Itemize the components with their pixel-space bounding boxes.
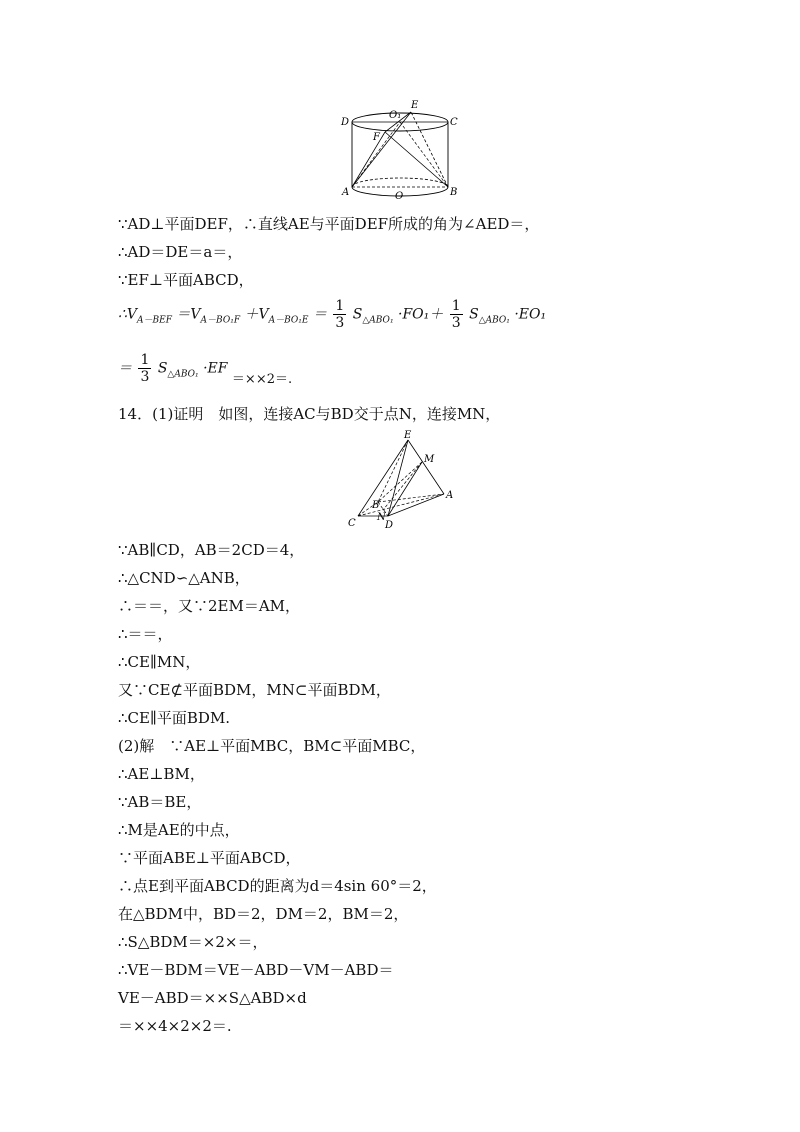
label-E: E bbox=[411, 100, 419, 111]
text-line-11: ∴CE∥MN， bbox=[118, 653, 201, 671]
label-B: B bbox=[450, 187, 458, 198]
r-s-sub: △ABO₁ bbox=[167, 369, 199, 380]
text-line-6: 14．(1)证明 如图，连接AC与BD交于点N，连接MN， bbox=[118, 405, 501, 423]
text-line-21: ∴S△BDM＝×2×＝， bbox=[118, 933, 268, 951]
fraction-one-third: $\frac{1}{3}$ bbox=[335, 298, 345, 331]
text-line-24: ＝××4×2×2＝. bbox=[118, 1017, 232, 1035]
volume-result bbox=[118, 352, 292, 385]
label2-N: N bbox=[377, 512, 386, 523]
term-2: ·EO₁ bbox=[514, 306, 547, 323]
text-line-13: ∴CE∥平面BDM. bbox=[118, 709, 231, 727]
r-tail: ＝××2＝. bbox=[231, 371, 293, 387]
label2-C: C bbox=[348, 518, 356, 529]
text-line-1: ∵AD⊥平面DEF，∴直线AE与平面DEF所成的角为∠AED＝， bbox=[118, 215, 540, 233]
fraction-one-third-3: $\frac{1}{3}$ bbox=[140, 352, 150, 385]
v-lhs: ∴V bbox=[118, 306, 138, 323]
pyramid-figure bbox=[340, 430, 460, 535]
text-line-20: 在△BDM中，BD＝2，DM＝2，BM＝2， bbox=[118, 905, 409, 923]
text-line-19: ∴点E到平面ABCD的距离为d＝4sin 60°＝2， bbox=[118, 877, 437, 895]
text-line-18: ∵平面ABE⊥平面ABCD， bbox=[118, 849, 301, 867]
v-sub-3: A－BO₁E bbox=[268, 315, 309, 326]
volume-equation bbox=[118, 298, 546, 331]
text-line-14: (2)解 ∵AE⊥平面MBC，BM⊂平面MBC， bbox=[118, 737, 426, 755]
text-line-7: ∵AB∥CD，AB＝2CD＝4， bbox=[118, 541, 305, 559]
v-plus: ＋V bbox=[244, 306, 269, 323]
label-F: F bbox=[373, 132, 380, 143]
text-line-23: VE－ABD＝××S△ABD×d bbox=[118, 989, 307, 1007]
label2-A: A bbox=[446, 490, 454, 501]
label-A: A bbox=[342, 187, 350, 198]
text-line-10: ∴＝＝， bbox=[118, 625, 173, 643]
label2-E: E bbox=[404, 430, 412, 441]
text-line-3: ∵EF⊥平面ABCD， bbox=[118, 271, 254, 289]
label-O1: O₁ bbox=[389, 110, 402, 121]
term-1: ·FO₁＋ bbox=[398, 306, 444, 323]
text-line-12: 又∵CE⊄平面BDM，MN⊂平面BDM， bbox=[118, 681, 391, 699]
text-line-22: ∴VE－BDM＝VE－ABD－VM－ABD＝ bbox=[118, 961, 394, 979]
text-line-2: ∴AD＝DE＝a＝， bbox=[118, 243, 243, 261]
text-line-15: ∴AE⊥BM， bbox=[118, 765, 205, 783]
r-eq: ＝ bbox=[118, 360, 132, 377]
r-s: S bbox=[157, 360, 168, 377]
label2-D: D bbox=[385, 520, 394, 531]
s-2: S bbox=[469, 306, 479, 323]
v-sub-1: A－BEF bbox=[137, 315, 172, 326]
v-eq-1: ＝V bbox=[176, 306, 201, 323]
s-2-sub: △ABO₁ bbox=[478, 315, 510, 326]
label-C: C bbox=[450, 117, 458, 128]
label-D: D bbox=[341, 117, 350, 128]
text-line-16: ∵AB＝BE， bbox=[118, 793, 202, 811]
label-O: O bbox=[395, 191, 404, 202]
label2-B: B bbox=[372, 500, 380, 511]
v-eq-2: ＝ bbox=[312, 306, 327, 323]
text-line-8: ∴△CND∽△ANB， bbox=[118, 569, 250, 587]
text-line-9: ∴＝＝，又∵2EM＝AM， bbox=[118, 597, 301, 615]
v-sub-2: A－BO₁F bbox=[200, 315, 241, 326]
text-line-17: ∴M是AE的中点， bbox=[118, 821, 240, 839]
s-1-sub: △ABO₁ bbox=[362, 315, 394, 326]
label2-M: M bbox=[424, 454, 435, 465]
fraction-one-third-2: $\frac{1}{3}$ bbox=[451, 298, 461, 331]
cylinder-figure bbox=[335, 98, 465, 206]
r-term: ·EF bbox=[203, 360, 228, 377]
s-1: S bbox=[352, 306, 363, 323]
